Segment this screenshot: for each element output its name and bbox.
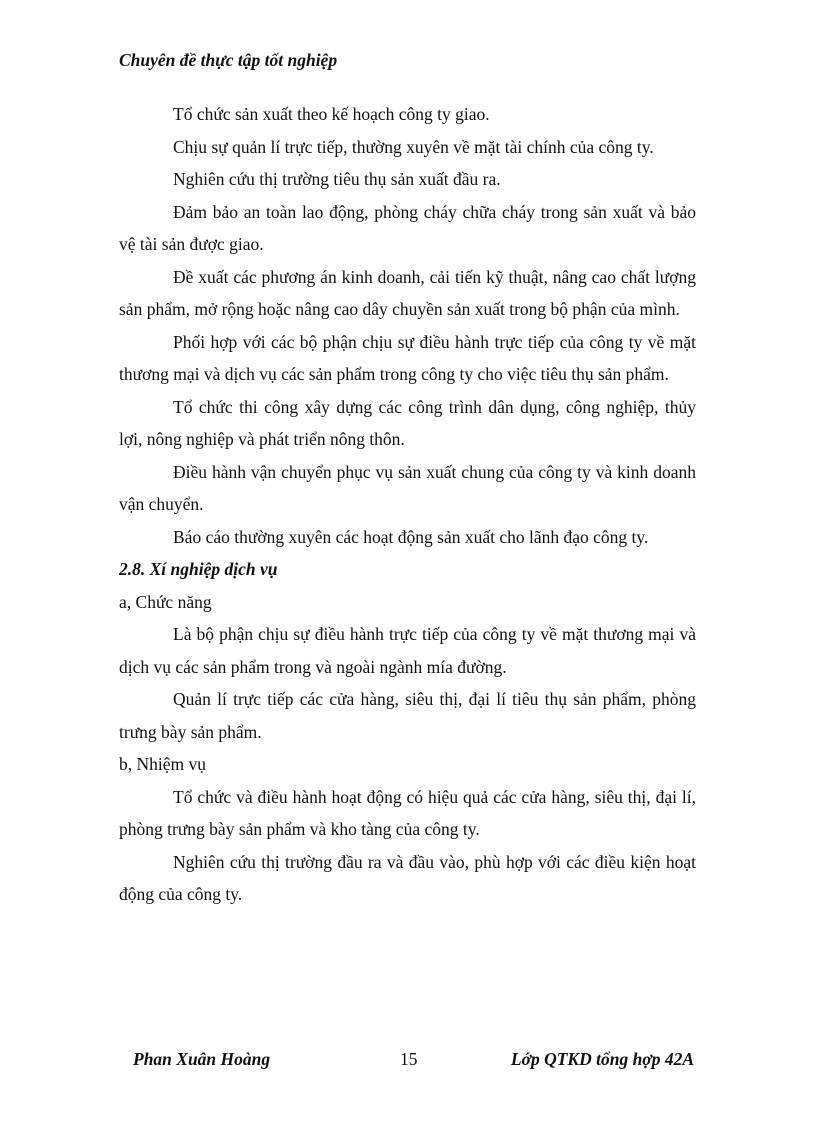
paragraph: Chịu sự quản lí trực tiếp, thường xuyên về mặt tài chính của công ty. [173,136,654,157]
paragraph: Tổ chức và điều hành hoạt động có hiệu quả các cửa hàng, siêu thị, đại lí, phòng trưng bày sản phẩm và kho tàng của công ty. [119,786,696,839]
paragraph: Báo cáo thường xuyên các hoạt động sản xuất cho lãnh đạo công ty. [173,526,649,547]
paragraph: Nghiên cứu thị trường đầu ra và đầu vào, phù hợp với các điều kiện hoạt động của công ty. [119,851,696,904]
paragraph: Tổ chức thi công xây dựng các công trình dân dụng, công nghiệp, thủy lợi, nông nghiệp và phát triển nông thôn. [119,396,696,449]
paragraph: Nghiên cứu thị trường tiêu thụ sản xuất đầu ra. [173,169,501,189]
footer-author: Phan Xuân Hoàng [133,1049,271,1069]
paragraph: Đảm bảo an toàn lao động, phòng cháy chữa cháy trong sản xuất và bảo vệ tài sản được giao. [119,201,696,254]
paragraph: Phối hợp với các bộ phận chịu sự điều hành trực tiếp của công ty về mặt thương mại và dịch vụ các sản phẩm trong công ty cho việc tiêu thụ sản phẩm. [119,331,696,384]
paragraph: Là bộ phận chịu sự điều hành trực tiếp của công ty về mặt thương mại và dịch vụ các sản phẩm trong và ngoài ngành mía đường. [119,624,696,677]
document-body [119,98,696,911]
paragraph: Tổ chức sản xuất theo kế hoạch công ty giao. [173,104,490,124]
paragraph: Đề xuất các phương án kinh doanh, cải tiến kỹ thuật, nâng cao chất lượng sản phẩm, mở rộng hoặc nâng cao dây chuyền sản xuất trong bộ phận của mình. [119,266,696,319]
paragraph: Quản lí trực tiếp các cửa hàng, siêu thị, đại lí tiêu thụ sản phẩm, phòng trưng bày sản phẩm. [119,689,696,742]
footer-class: Lớp QTKD tổng hợp 42A [510,1049,694,1069]
function-heading: a, Chức năng [119,591,212,612]
duty-heading: b, Nhiệm vụ [119,754,207,774]
page-number: 15 [400,1049,418,1069]
paragraph: Điều hành vận chuyển phục vụ sản xuất chung của công ty và kinh doanh vận chuyển. [119,461,696,514]
page-footer [0,1049,816,1073]
page-header: Chuyên đề thực tập tốt nghiệp [119,50,338,70]
section-title: 2.8. Xí nghiệp dịch vụ [119,559,278,579]
